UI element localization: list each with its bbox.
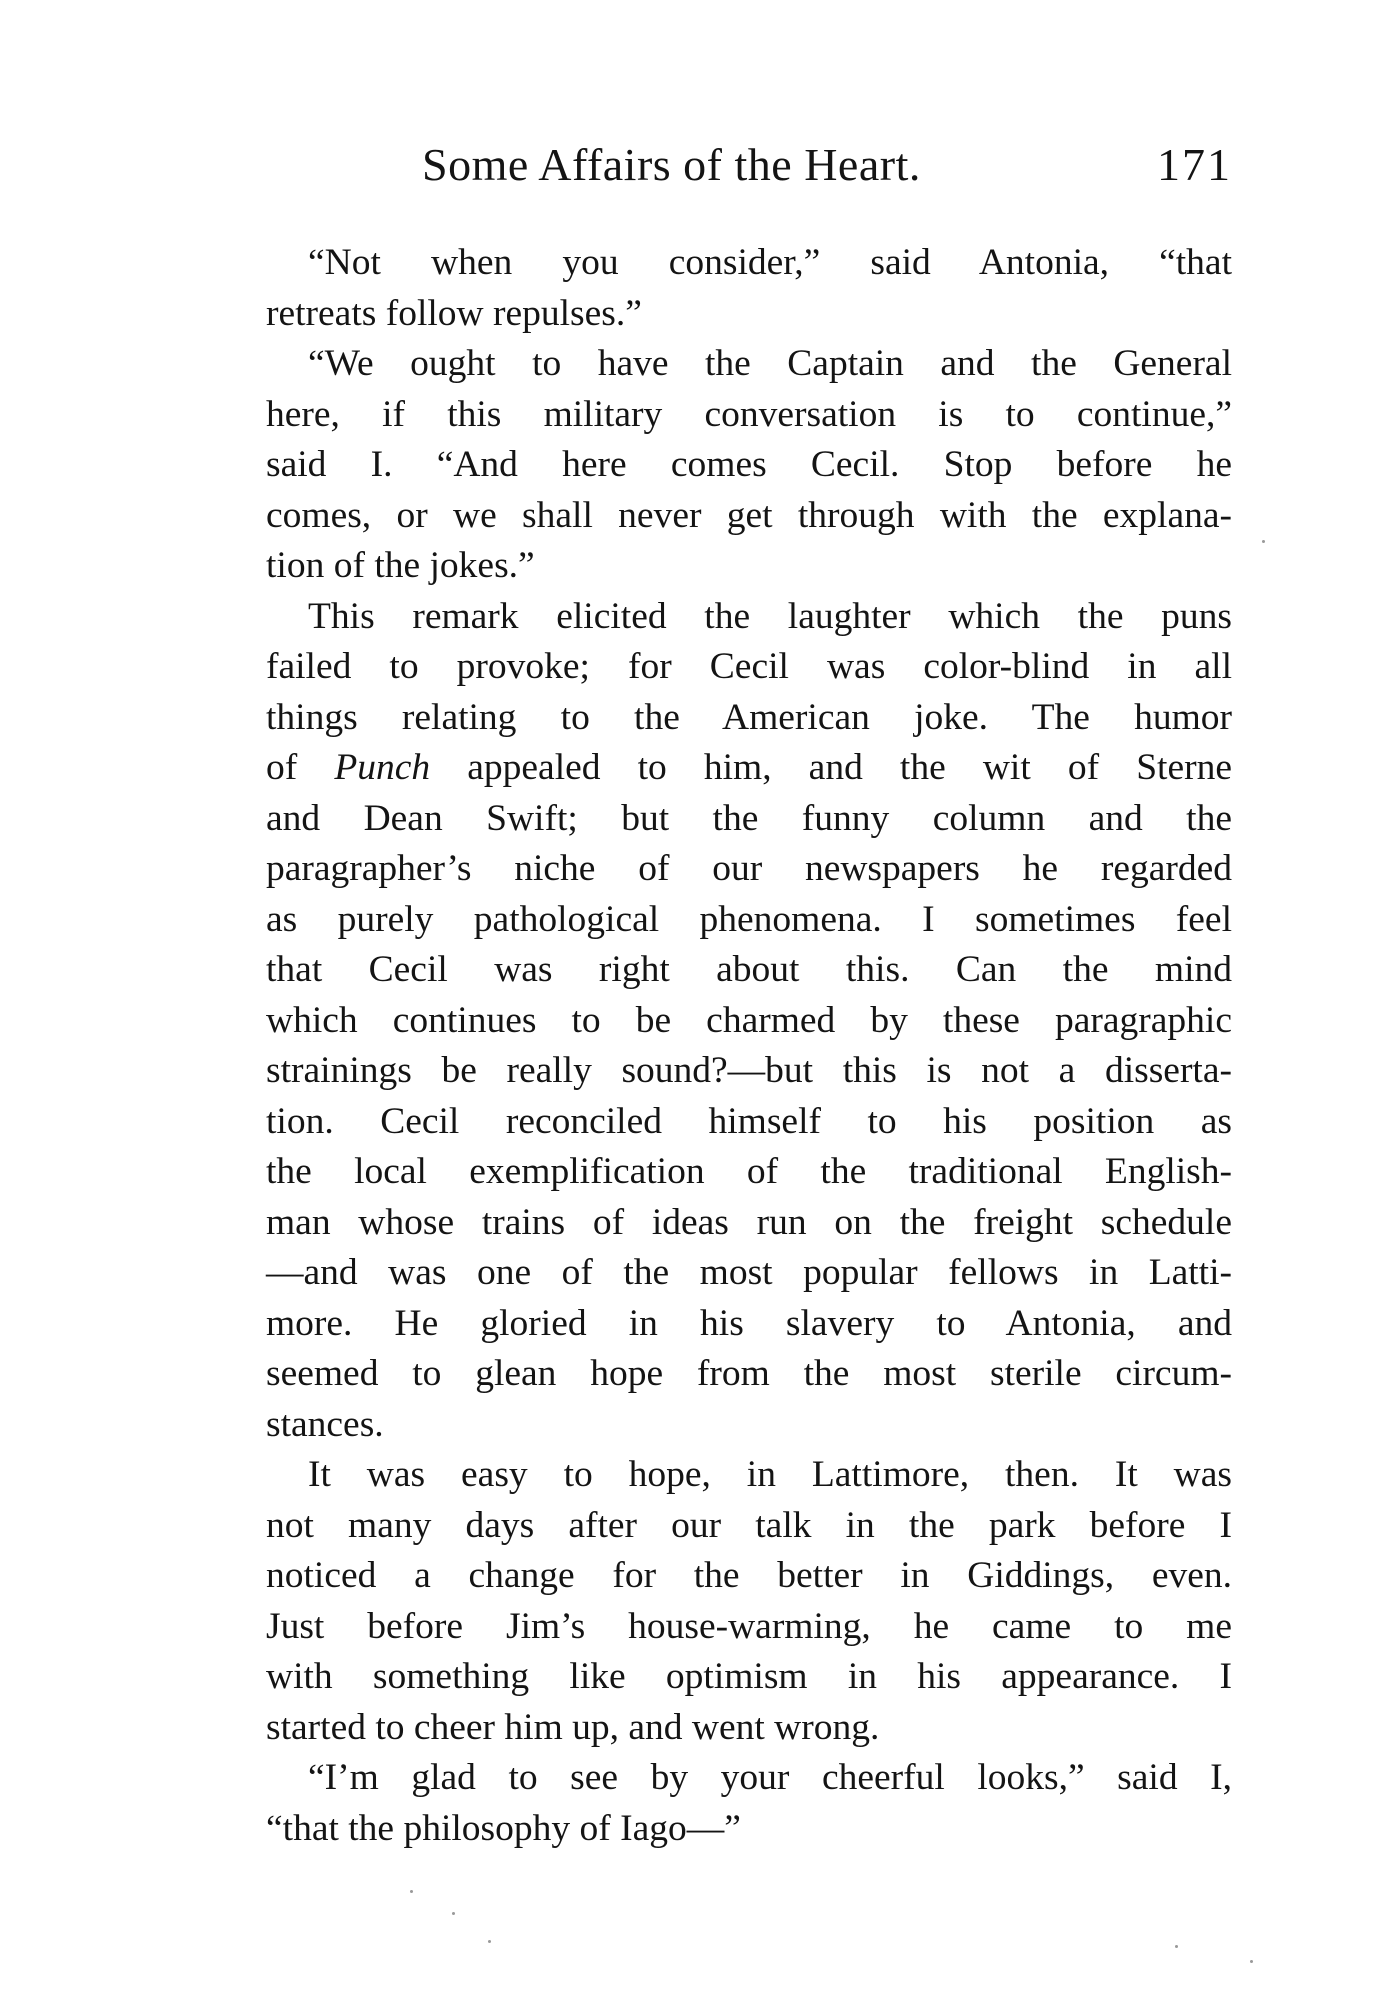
paragraph-5 [222,1753,1232,1854]
scan-speck [488,1940,491,1943]
text-line: as purely pathological phenomena. I sometimes feel [266,898,1232,940]
text-line: paragrapher’s niche of our newspapers he regarded [266,848,1232,889]
paragraph-1 [222,238,1232,339]
scan-speck [410,1890,413,1893]
text-line: which continues to be charmed by these paragraphic [266,999,1232,1041]
text-line: stances. [266,1403,384,1445]
text-line: noticed a change for the better in Giddings, even. [266,1555,1232,1596]
text-line: tion. Cecil reconciled himself to his position as [266,1100,1232,1142]
text-line: man whose trains of ideas run on the freight schedule [266,1201,1232,1243]
scan-speck [452,1912,455,1915]
text-line: said I. “And here comes Cecil. Stop before he [266,444,1232,485]
text-line: comes, or we shall never get through with the explana- [266,494,1232,536]
text-line: “We ought to have the Captain and the General [308,343,1232,384]
text-line: strainings be really sound?—but this is not a disserta- [266,1050,1232,1091]
text-line: started to cheer him up, and went wrong. [266,1706,880,1748]
running-head [222,138,1232,202]
scan-speck [1250,1960,1253,1963]
text-line: “I’m glad to see by your cheerful looks,” said I, [308,1757,1232,1798]
text-line: more. He gloried in his slavery to Antonia, and [266,1302,1232,1344]
text-line: here, if this military conversation is to continue,” [266,393,1232,435]
scan-speck [1175,1945,1178,1948]
text-line: This remark elicited the laughter which the puns [308,595,1232,637]
text-line: seemed to glean hope from the most sterile circum- [266,1353,1232,1394]
text-line: tion of the jokes.” [266,545,535,586]
running-title: Some Affairs of the Heart. [422,139,921,190]
text-line: that Cecil was right about this. Can the mind [266,949,1232,990]
text-line-punch: of Punch appealed to him, and the wit of Sterne [266,747,1232,788]
text-line: “that the philosophy of Iago—” [266,1807,741,1849]
text-line: retreats follow repulses.” [266,292,642,334]
page-number: 171 [1157,139,1232,190]
text-line: —and was one of the most popular fellows in Latti- [266,1252,1232,1293]
text-line: It was easy to hope, in Lattimore, then. It was [308,1454,1232,1495]
scan-speck [1262,540,1265,543]
paragraph-4 [222,1450,1232,1753]
italic-title: Punch [334,747,431,788]
text-line: and Dean Swift; but the funny column and the [266,797,1232,839]
paragraph-3 [222,592,1232,1451]
text-line: Just before Jim’s house-warming, he came to me [266,1605,1232,1647]
text-line: not many days after our talk in the park before I [266,1504,1232,1546]
text-line: things relating to the American joke. The humor [266,696,1232,738]
paragraph-2 [222,339,1232,592]
text-line: the local exemplification of the traditional English- [266,1151,1232,1192]
text-line: “Not when you consider,” said Antonia, “that [308,242,1232,283]
text-line: with something like optimism in his appearance. I [266,1656,1232,1697]
text-line: failed to provoke; for Cecil was color-blind in all [266,646,1232,687]
body-text [222,238,1232,1854]
